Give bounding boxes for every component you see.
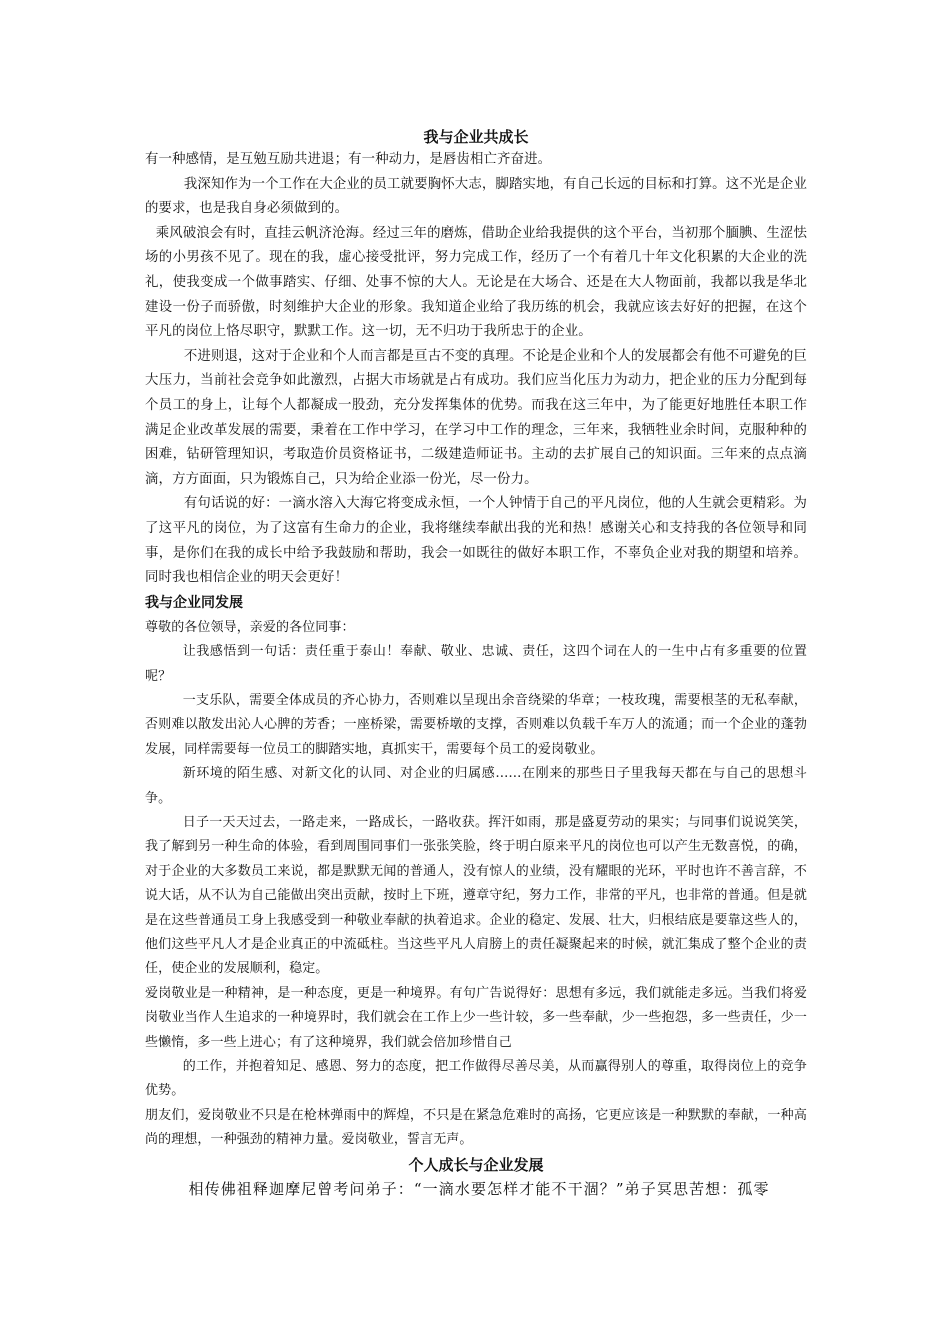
paragraph: 让我感悟到一句话：责任重于泰山！奉献、敬业、忠诚、责任，这四个词在人的一生中占有多重要的位置呢？ [145,644,807,684]
paragraph: 朋友们，爱岗敬业不只是在枪林弹雨中的辉煌，不只是在紧急危难时的高扬，它更应该是一种默默的奉献，一种高尚的理想，一种强劲的精神力量。爱岗敬业，誓言无声。 [145,1107,807,1148]
section-heading: 个人成长与企业发展 [408,1155,544,1174]
section-2 [145,616,807,1153]
document-page [145,128,807,1201]
paragraph: 有句话说的好：一滴水溶入大海它将变成永恒，一个人钟情于自己的平凡岗位，他的人生就会更精彩。为了这平凡的岗位，为了这富有生命力的企业，我将继续奉献出我的光和热！感谢关心和支持我的各位领导和同事，是你们在我的成长中给予我鼓励和帮助，我会一如既往的做好本职工作，不辜负企业对我的期望和培养。同时我也相信企业的明天会更好！ [145,496,807,586]
paragraph: 日子一天天过去，一路走来，一路成长，一路收获。挥汗如雨，那是盛夏劳动的果实；与同事们说说笑笑，我了解到另一种生命的体验，看到周围同事们一张张笑脸，终于明白原来平凡的岗位也可以产生无数喜悦，的确，对于企业的大多数员工来说，都是默默无闻的普通人，没有惊人的业绩，没有耀眼的光环，平时也许不善言辞，不说大话，从不认为自己能做出突出贡献，按时上下班，遵章守纪，努力工作，非常的平凡，也非常的普通。但是就是在这些普通员工身上我感受到一种敬业奉献的执着追求。企业的稳定、发展、壮大，归根结底是要靠这些人的，他们这些平凡人才是企业真正的中流砥柱。当这些平凡人肩膀上的责任凝聚起来的时候，就汇集成了整个企业的责任，使企业的发展顺利，稳定。 [145,814,807,977]
paragraph: 尊敬的各位领导，亲爱的各位同事： [145,619,355,635]
paragraph: 我深知作为一个工作在大企业的员工就要胸怀大志，脚踏实地，有自己长远的目标和打算。这不光是企业的要求，也是我自身必须做到的。 [145,176,807,217]
paragraph: 不进则退，这对于企业和个人而言都是亘古不变的真理。不论是企业和个人的发展都会有他不可避免的巨大压力，当前社会竞争如此激烈，占据大市场就是占有成功。我们应当化压力为动力，把企业的压力分配到每个员工的身上，让每个人都凝成一股劲，充分发挥集体的优势。而我在这三年中，为了能更好地胜任本职工作满足企业改革发展的需要，秉着在工作中学习，在学习中工作的理念，三年来，我牺牲业余时间，克服种种的困难，钻研管理知识，考取造价员资格证书，二级建造师证书。主动的去扩展自己的知识面。三年来的点点滴滴，方方面面，只为锻炼自己，只为给企业添一份光，尽一份力。 [145,348,807,487]
section-3 [145,1177,807,1201]
section-heading: 我与企业同发展 [145,594,243,611]
paragraph: 的工作，并抱着知足、感恩、努力的态度，把工作做得尽善尽美，从而赢得别人的尊重，取得岗位上的竞争优势。 [145,1059,807,1099]
section-1 [145,148,807,591]
paragraph: 乘风破浪会有时，直挂云帆济沧海。经过三年的磨炼，借助企业给我提供的这个平台，当初那个腼腆、生涩怯场的小男孩不见了。现在的我，虚心接受批评，努力完成工作，经历了一个有着几十年文化积累的大企业的洗礼，使我变成一个做事踏实、仔细、处事不惊的大人。无论是在大场合、还是在大人物面前，我都以我是华北建设一份子而骄傲，时刻维护大企业的形象。我知道企业给了我历练的机会，我就应该去好好的把握，在这个平凡的岗位上恪尽职守，默默工作。这一切，无不归功于我所忠于的企业。 [145,225,807,340]
paragraph: 爱岗敬业是一种精神，是一种态度，更是一种境界。有句广告说得好：思想有多远，我们就能走多远。当我们将爱岗敬业当作人生追求的一种境界时，我们就会在工作上少一些计较，多一些奉献，少一些抱怨，多一些责任，少一些懒惰，多一些上进心；有了这种境界，我们就会倍加珍惜自己 [145,985,807,1050]
paragraph: 有一种感情，是互勉互励共进退；有一种动力，是唇齿相亡齐奋进。 [145,152,552,167]
document-title: 我与企业共成长 [423,128,529,146]
paragraph: 相传佛祖释迦摩尼曾考问弟子：“一滴水要怎样才能不干涸？”弟子冥思苦想：孤零 [188,1179,770,1198]
paragraph: 新环境的陌生感、对新文化的认同、对企业的归属感……在刚来的那些日子里我每天都在与自己的思想斗争。 [145,766,807,806]
paragraph: 一支乐队，需要全体成员的齐心协力，否则难以呈现出余音绕梁的华章；一枝玫瑰，需要根茎的无私奉献，否则难以散发出沁人心脾的芳香；一座桥梁，需要桥墩的支撑，否则难以负载千车万人的流通；而一个企业的蓬勃发展，同样需要每一位员工的脚踏实地，真抓实干，需要每个员工的爱岗敬业。 [145,692,807,757]
